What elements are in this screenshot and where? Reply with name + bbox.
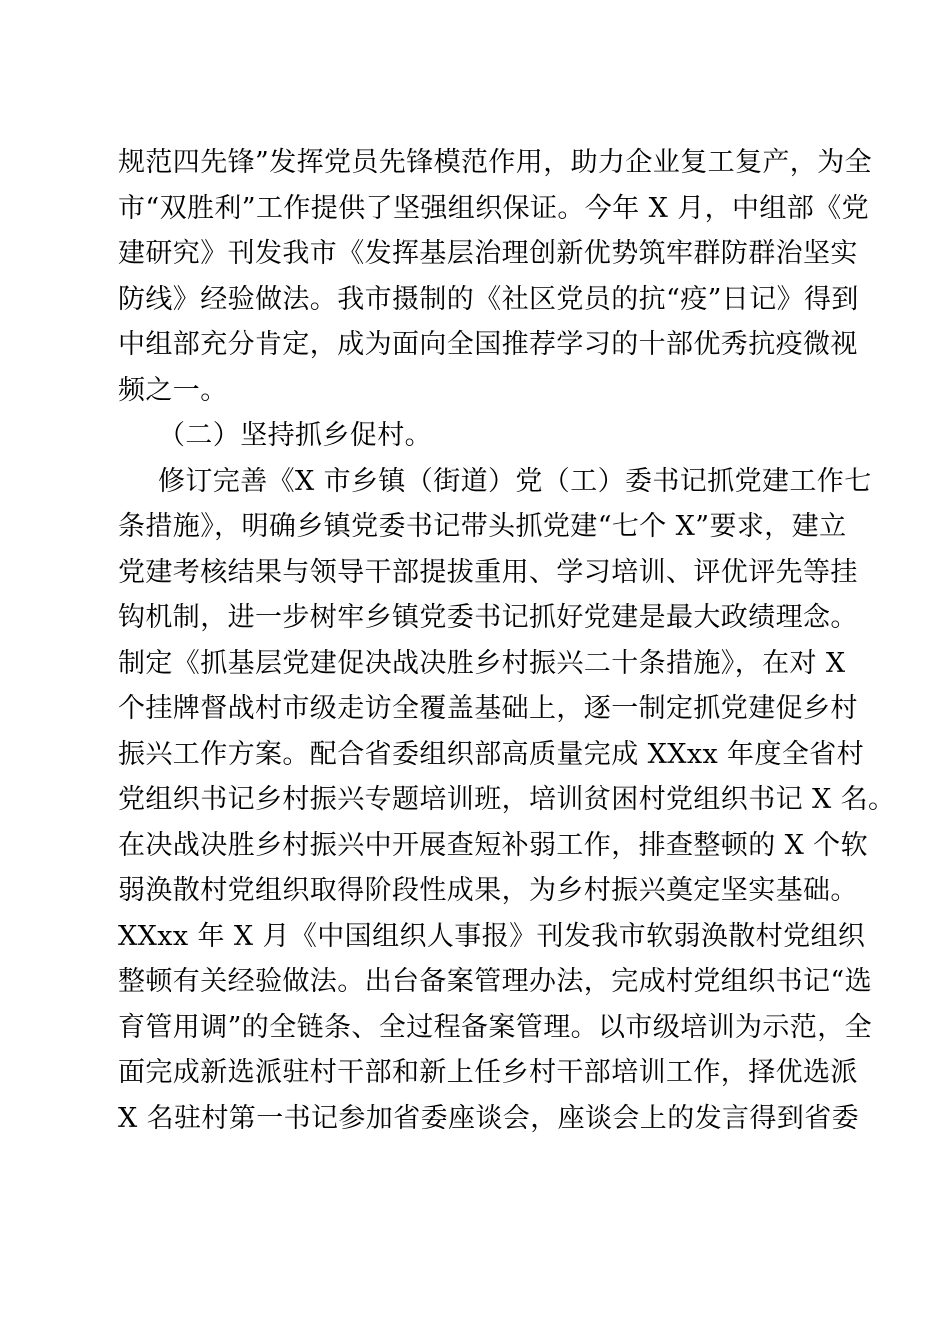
text-line: 在决战决胜乡村振兴中开展查短补弱工作，排查整顿的 X 个软 (118, 829, 868, 861)
text-line: 党建考核结果与领导干部提拔重用、学习培训、评优评先等挂 (118, 556, 858, 588)
text-line: 市“双胜利”工作提供了坚强组织保证。今年 X 月，中组部《党 (118, 192, 869, 224)
text-line: 修订完善《X 市乡镇（街道）党（工）委书记抓党建工作七 (158, 465, 872, 497)
text-line: 频之一。 (118, 374, 228, 406)
text-line: 党组织书记乡村振兴专题培训班，培训贫困村党组织书记 X 名。 (118, 784, 896, 815)
text-line: 中组部充分肯定，成为面向全国推荐学习的十部优秀抗疫微视 (118, 329, 858, 360)
text-line: 防线》经验做法。我市摄制的《社区党员的抗“疫”日记》得到 (118, 283, 859, 315)
text-line: 建研究》刊发我市《发挥基层治理创新优势筑牢群防群治坚实 (118, 238, 858, 269)
text-line: 面完成新选派驻村干部和新上任乡村干部培训工作，择优选派 (118, 1057, 858, 1088)
section-heading: （二）坚持抓乡促村。 (158, 420, 432, 451)
text-line: X 名驻村第一书记参加省委座谈会，座谈会上的发言得到省委 (118, 1102, 860, 1134)
text-line: 振兴工作方案。配合省委组织部高质量完成 XXxx 年度全省村 (118, 738, 865, 770)
body-text (118, 140, 896, 1141)
text-line: 制定《抓基层党建促决战决胜乡村振兴二十条措施》，在对 X (118, 647, 846, 679)
text-line: 钩机制，进一步树牢乡镇党委书记抓好党建是最大政绩理念。 (118, 602, 858, 633)
text-line: XXxx 年 X 月《中国组织人事报》刊发我市软弱涣散村党组织 (118, 920, 866, 952)
text-line: 弱涣散村党组织取得阶段性成果，为乡村振兴奠定坚实基础。 (118, 875, 858, 906)
text-line: 整顿有关经验做法。出台备案管理办法，完成村党组织书记“选 (118, 966, 873, 997)
text-line: 条措施》，明确乡镇党委书记带头抓党建“七个 X”要求，建立 (118, 511, 847, 542)
text-line: 规范四先锋”发挥党员先锋模范作用，助力企业复工复产，为全 (118, 147, 873, 178)
text-line: 育管用调”的全链条、全过程备案管理。以市级培训为示范，全 (118, 1011, 873, 1043)
text-line: 个挂牌督战村市级走访全覆盖基础上，逐一制定抓党建促乡村 (118, 693, 858, 724)
